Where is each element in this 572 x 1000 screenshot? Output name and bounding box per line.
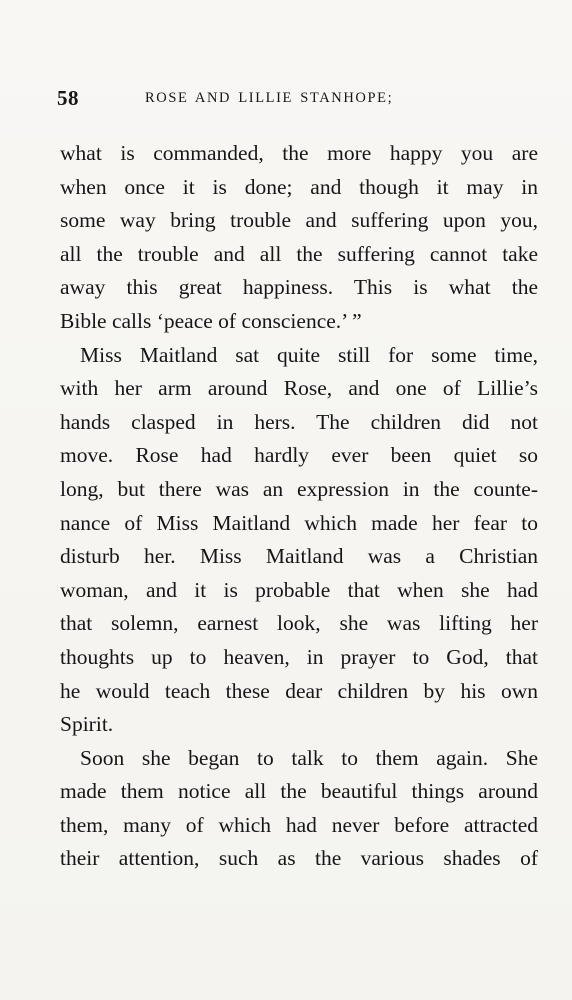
paragraph xyxy=(60,742,538,876)
text-line: Bible calls ‘peace of conscience.’ ” xyxy=(60,308,362,333)
text-line: hands clasped in hers. The children did not xyxy=(60,409,538,434)
text-line: made them notice all the beautiful things around xyxy=(60,779,538,804)
page-number: 58 xyxy=(57,86,79,110)
text-line: some way bring trouble and suffering upon you, xyxy=(60,208,538,233)
text-line: nance of Miss Maitland which made her fear to xyxy=(60,510,538,535)
text-line: when once it is done; and though it may in xyxy=(60,174,538,199)
text-line: Spirit. xyxy=(60,712,114,737)
text-line: disturb her. Miss Maitland was a Christian xyxy=(60,544,538,569)
text-line: away this great happiness. This is what the xyxy=(60,275,538,300)
running-title: ROSE AND LILLIE STANHOPE; xyxy=(145,90,394,106)
text-line: Miss Maitland sat quite still for some time, xyxy=(80,342,538,367)
text-line: he would teach these dear children by his own xyxy=(60,678,538,703)
text-line: long, but there was an expression in the counte- xyxy=(60,476,538,501)
text-line: woman, and it is probable that when she had xyxy=(60,577,538,602)
text-line: that solemn, earnest look, she was lifting her xyxy=(60,611,538,636)
body-text xyxy=(60,137,538,876)
running-header xyxy=(57,86,537,116)
text-line: all the trouble and all the suffering cannot take xyxy=(60,241,538,266)
text-line: with her arm around Rose, and one of Lillie’s xyxy=(60,376,538,401)
text-line: what is commanded, the more happy you are xyxy=(60,141,538,165)
text-line: Soon she began to talk to them again. She xyxy=(80,745,538,770)
text-line: thoughts up to heaven, in prayer to God, that xyxy=(60,644,538,669)
text-line: them, many of which had never before attracted xyxy=(60,812,538,837)
paragraph xyxy=(60,137,538,339)
text-line: move. Rose had hardly ever been quiet so xyxy=(60,443,538,468)
text-line: their attention, such as the various shades of xyxy=(60,846,538,871)
paragraph xyxy=(60,339,538,742)
